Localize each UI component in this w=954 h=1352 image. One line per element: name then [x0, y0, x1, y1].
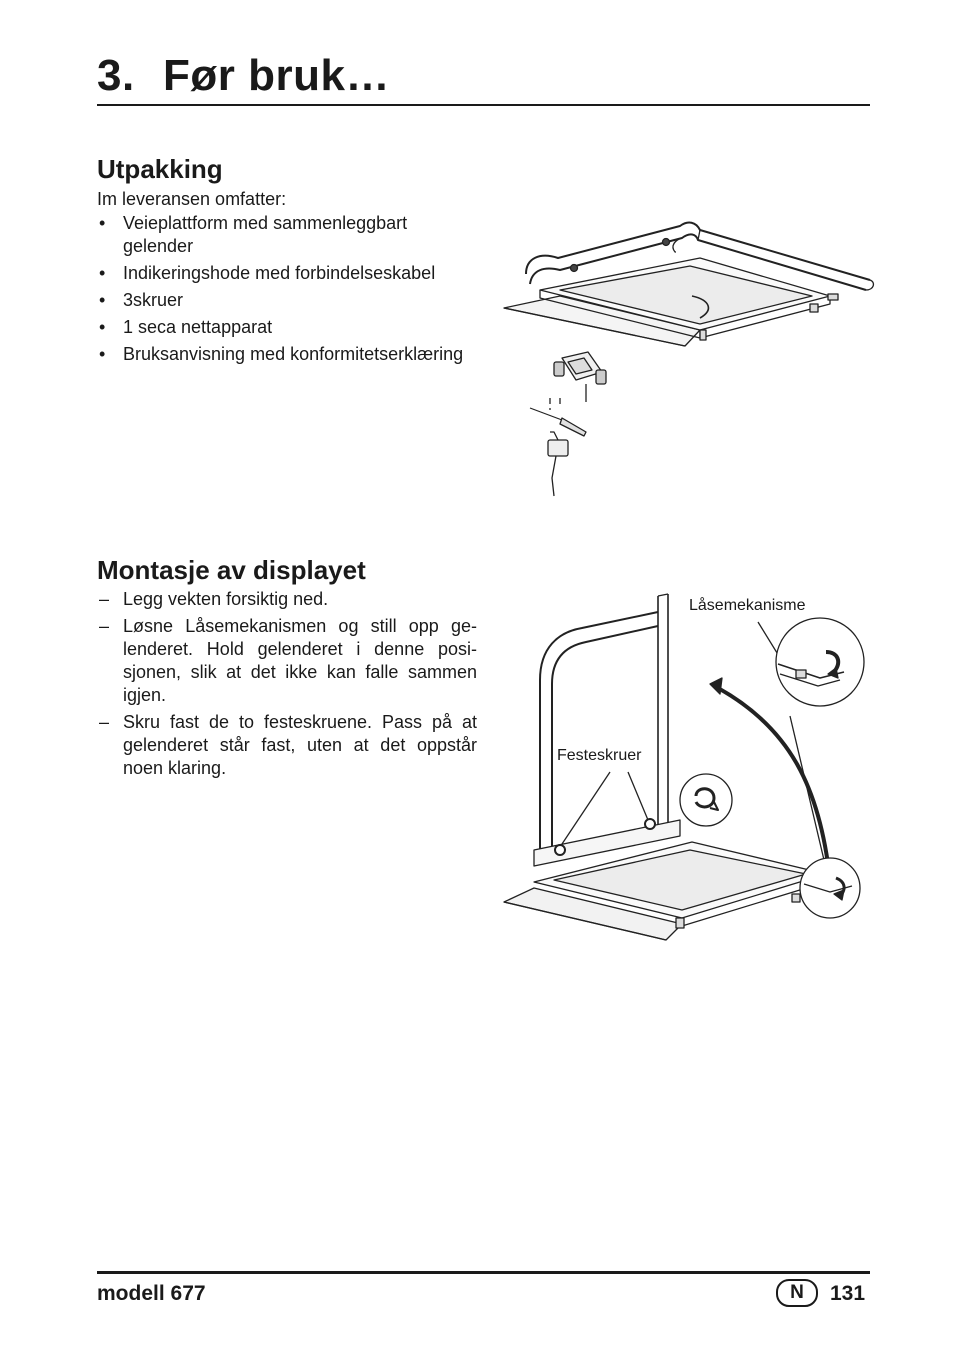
section-number: 3. [97, 51, 135, 100]
unpacking-heading: Utpakking [97, 154, 223, 184]
lock-mechanism-label: Låsemekanisme [689, 597, 806, 614]
title-rule [97, 104, 870, 106]
list-item: • 3skruer [99, 290, 184, 310]
list-item: • Bruksanvisning med konformitetserklæring [99, 344, 464, 364]
list-item: • Indikeringshode med forbindelseskabel [99, 263, 436, 283]
fixing-screws-label: Festeskruer [557, 747, 642, 764]
delivery-contents-illustration [500, 218, 880, 508]
list-item: – Løsne Låsemekanismen og still opp ge-lenderet. Hold gelenderet i denne posi-sjonen, slik at det ikke kan falle sammen igjen. [99, 616, 477, 705]
list-item: • 1 seca nettapparat [99, 317, 273, 337]
mounting-illustration [500, 588, 870, 958]
footer-model: modell 677 [97, 1282, 206, 1305]
list-item: – Skru fast de to festeskruene. Pass på at gelenderet står fast, uten at det oppstår noen klaring. [99, 712, 477, 778]
dash-mark: – [99, 712, 110, 732]
mounting-steps [97, 588, 477, 784]
bullet-mark: • [99, 290, 106, 310]
dash-mark: – [99, 616, 110, 636]
bullet-mark: • [99, 344, 106, 364]
dash-mark: – [99, 589, 110, 609]
list-item: – Legg vekten forsiktig ned. [99, 589, 329, 609]
list-item: • Veieplattform med sammenleggbart gelender [99, 213, 408, 256]
unpacking-intro: Im leveransen omfatter: [97, 189, 287, 209]
bullet-mark: • [99, 213, 106, 233]
unpacking-list [97, 212, 477, 370]
mounting-heading: Montasje av displayet [97, 555, 366, 585]
language-badge: N [776, 1279, 818, 1307]
section-title: Før bruk… [163, 51, 390, 100]
footer-rule [97, 1271, 870, 1274]
bullet-mark: • [99, 317, 106, 337]
page-title [97, 50, 390, 102]
bullet-mark: • [99, 263, 106, 283]
page-number: 131 [830, 1282, 866, 1305]
